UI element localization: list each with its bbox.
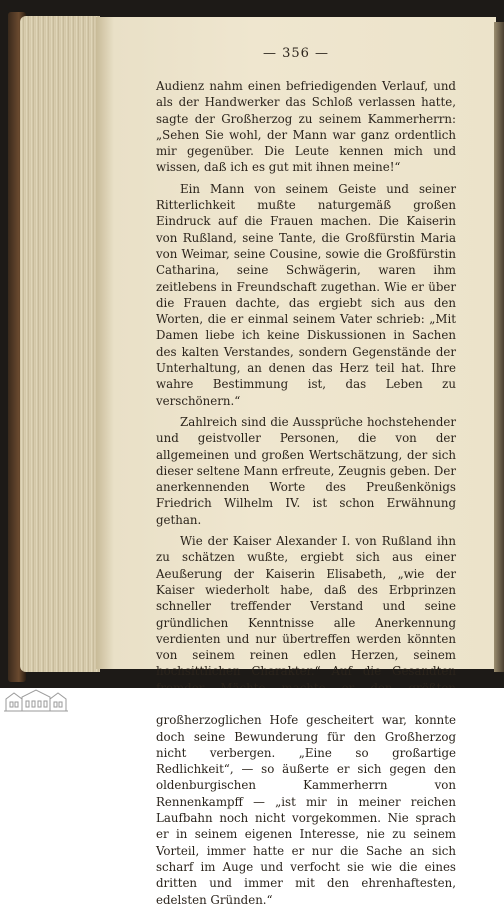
paragraph: Wie der Kaiser Alexander I. von Rußland ihn zu schätzen wußte, ergiebt sich aus einer Aeußerung der Kaiserin Elisabeth, „wie der Kaiser wiederholt habe, daß des Erbprinzen schneller treffender Verstand und seine gründlichen Kenntnisse alle Anerkennung verdienten und nur übertreffen werden könnten von seinem reinen edlen Herzen, seinem hochsittlichen Charakter.“ Auf die Gesandten großherzoglichen Hofe gescheitert war, konnte doch seine Bewunderung für den Großherzog nicht verbergen. „Eine so großartige Redlichkeit“, — so äußerte er sich gegen den oldenburgischen Kammerherrn von Rennenkampff — „ist mir in meiner reichen Laufbahn noch nicht vorgekommen. Nie sprach er in seinem eigenen Interesse, nie zu seinem Vorteil, immer hatte er nur die Sache an sich scharf im Auge und verfocht sie wie die eines dritten und immer mit den ehrenhaftesten, edelsten Gründen.“ bbox=[156, 534, 456, 907]
paragraph: Ein Mann von seinem Geiste und seiner Ritterlichkeit mußte naturgemäß großen Eindruck auf die Frauen machen. Die Kaiserin von Rußland, seine Tante, die Großfürstin Maria von Weimar, seine Cousine, sowie die Großfürstin Catharina, seine Schwägerin, waren ihm zeitlebens in Freundschaft zugethan. Wie er über die Frauen dachte, das ergiebt sich aus den Worten, die er einmal seinem Vater schrieb: „Mit Damen liebe ich keine Diskussionen in Sachen des kalten Verstandes, sondern Gegenstände der Unterhaltung, an denen das Herz teil hat. Ihre wahre Bestimmung ist, das Leben zu verschönern.“ bbox=[156, 181, 456, 408]
page-stack-edge bbox=[20, 16, 100, 672]
paragraph: Zahlreich sind die Aussprüche hochstehender und geistvoller Personen, die von der allgemeinen und großen Wertschätzung, der sich dieser seltene Mann erfreute, Zeugnis geben. Der anerkennenden Worte des Preußenkönigs Friedrich Wilhelm IV. ist schon Erwähnung gethan. bbox=[156, 414, 456, 527]
library-building-icon bbox=[4, 689, 68, 716]
footer-bar bbox=[0, 688, 504, 713]
page-right-edge bbox=[494, 22, 504, 672]
paragraph: Audienz nahm einen befriedigenden Verlauf, und als der Handwerker das Schloß verlassen hatte, sagte der Großherzog zu seinem Kammerherrn: „Sehen Sie wohl, der Mann war ganz ordentlich mir gegenüber. Die Leute kennen mich und wissen, daß ich es gut mit ihnen meine!“ bbox=[156, 79, 456, 175]
page-text bbox=[156, 78, 456, 908]
page-number: — 356 — bbox=[262, 46, 330, 61]
